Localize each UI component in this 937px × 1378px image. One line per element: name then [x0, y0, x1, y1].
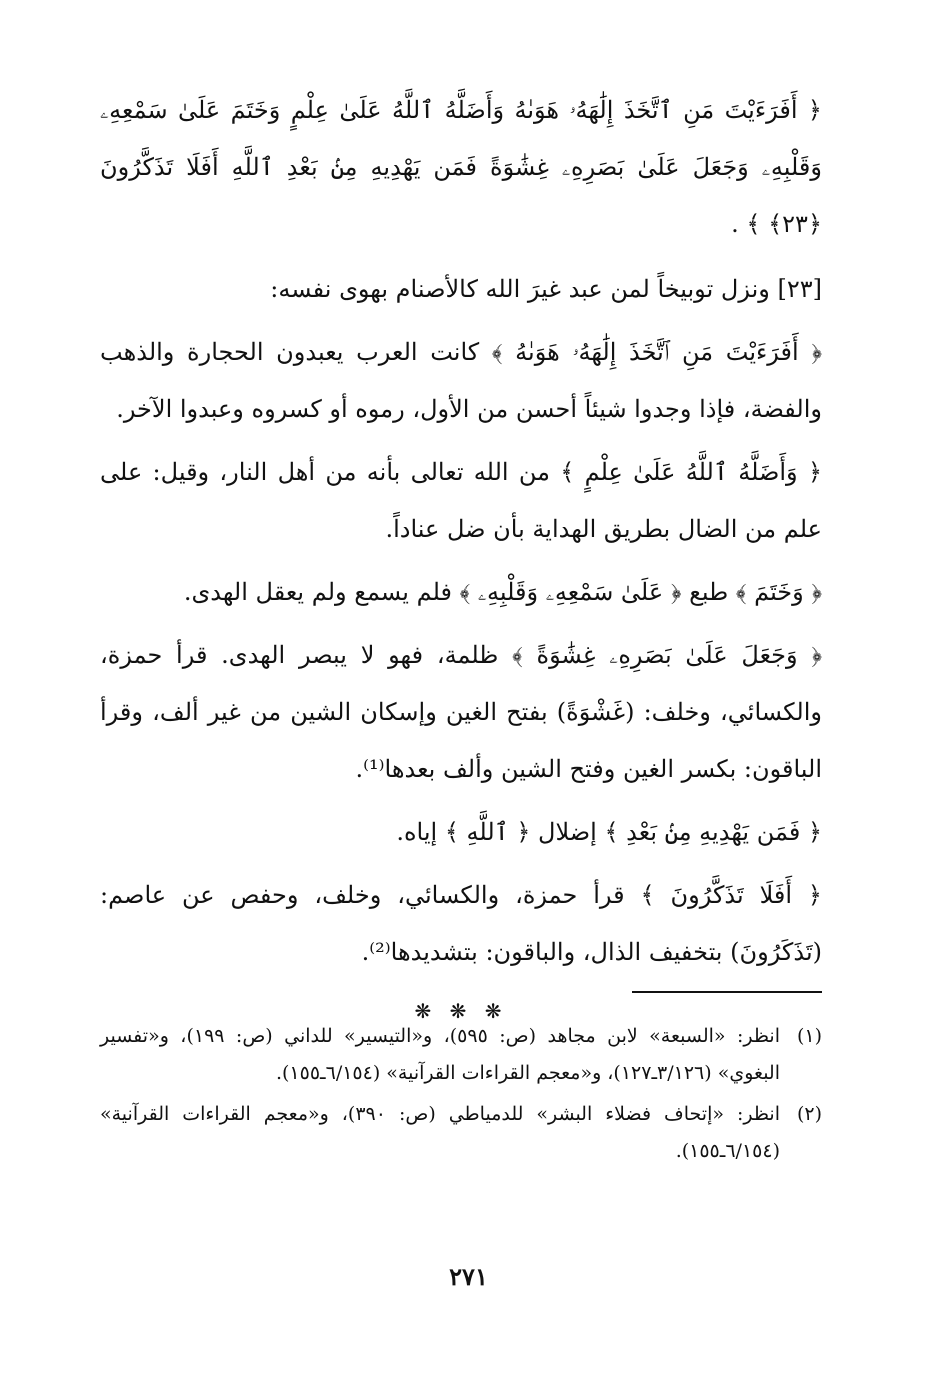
- footnote-item: [100, 1018, 822, 1092]
- footnote-number: (١): [796, 1025, 822, 1047]
- footnote-divider: [632, 991, 822, 993]
- footnote-number: (٢): [796, 1103, 822, 1125]
- commentary-paragraph: ﴿ أَفَلَا تَذَكَّرُونَ ﴾ قرأ حمزة، والكسائي، وخلف، وحفص عن عاصم: (تَذَكَرُونَ) بتخفيف الذال، والباقون: بتشديدها⁽²⁾.: [100, 881, 822, 966]
- commentary-paragraph: ﴿ أَفَرَءَيْتَ مَنِ ٱتَّخَذَ إِلَٰهَهُۥ هَوَىٰهُ ﴾ كانت العرب يعبدون الحجارة والذهب والفضة، فإذا وجدوا شيئاً أحسن من الأول، رموه أو كسروه وعبدوا الآخر.: [100, 338, 822, 423]
- quran-verse-block: ﴿ أَفَرَءَيْتَ مَنِ ٱتَّخَذَ إِلَٰهَهُۥ هَوَىٰهُ وَأَضَلَّهُ ٱللَّهُ عَلَىٰ عِلْمٍ وَخَتَمَ عَلَىٰ سَمْعِهِۦ وَقَلْبِهِۦ وَجَعَلَ عَلَىٰ بَصَرِهِۦ غِشَٰوَةً فَمَن يَهْدِيهِ مِنۢ بَعْدِ ٱللَّهِ أَفَلَا تَذَكَّرُونَ ﴿٢٣﴾ ﴾ .: [100, 96, 822, 238]
- section-separator: ❋ ❋ ❋: [414, 999, 508, 1023]
- verse-heading-paragraph: [٢٣] ونزل توبيخاً لمن عبد غيرَ الله كالأصنام بهوى نفسه:: [270, 275, 822, 303]
- footnote-text: انظر: «إتحاف فضلاء البشر» للدمياطي (ص: ٣٩٠)، و«معجم القراءات القرآنية» (٦/١٥٤ـ١٥٥).: [100, 1103, 780, 1162]
- commentary-paragraph: ﴿ فَمَن يَهْدِيهِ مِنۢ بَعْدِ ﴾ إضلال ﴿ ٱللَّهِ ﴾ إياه.: [396, 818, 822, 846]
- footnote-text: انظر: «السبعة» لابن مجاهد (ص: ٥٩٥)، و«التيسير» للداني (ص: ١٩٩)، و«تفسير البغوي» (٣/١٢٦ـ١٢٧)، و«معجم القراءات القرآنية» (٦/١٥٤ـ١٥٥).: [100, 1025, 780, 1084]
- commentary-paragraph: ﴿ وَجَعَلَ عَلَىٰ بَصَرِهِۦ غِشَٰوَةً ﴾ ظلمة، فهو لا يبصر الهدى. قرأ حمزة، والكسائي، وخلف: (غَشْوَةً) بفتح الغين وإسكان الشين من غير ألف، وقرأ الباقون: بكسر الغين وفتح الشين وألف بعدها⁽¹⁾.: [100, 641, 822, 783]
- commentary-paragraph: ﴿ وَخَتَمَ ﴾ طبع ﴿ عَلَىٰ سَمْعِهِۦ وَقَلْبِهِۦ ﴾ فلم يسمع ولم يعقل الهدى.: [183, 578, 822, 606]
- page-number: ٢٧١: [449, 1262, 488, 1291]
- commentary-paragraph: ﴿ وَأَضَلَّهُ ٱللَّهُ عَلَىٰ عِلْمٍ ﴾ من الله تعالى بأنه من أهل النار، وقيل: على علم من الضال بطريق الهداية بأن ضل عناداً.: [100, 458, 822, 543]
- footnote-item: [100, 1096, 822, 1170]
- page-body: [100, 82, 822, 1035]
- footnotes: [100, 1018, 822, 1174]
